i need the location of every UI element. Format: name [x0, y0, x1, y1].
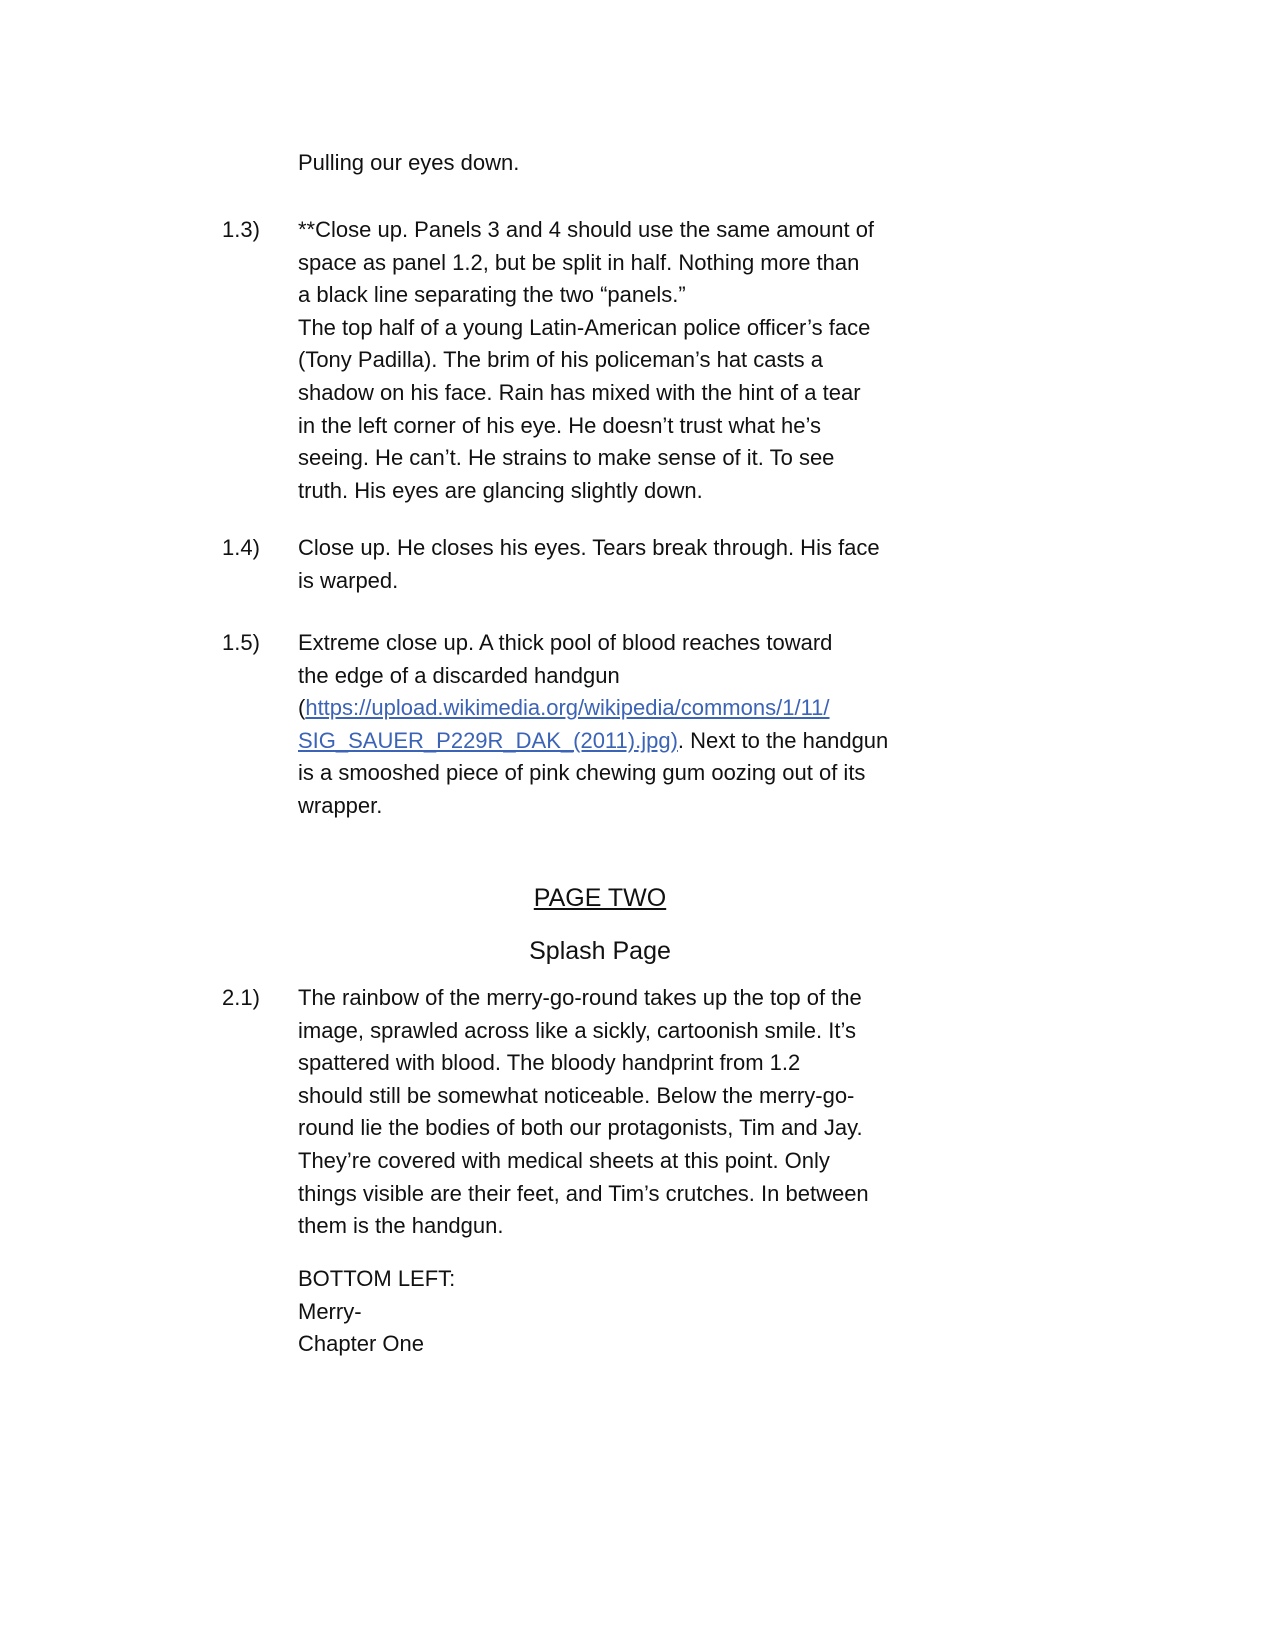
panel-line: the edge of a discarded handgun	[298, 662, 620, 688]
panel-line: should still be somewhat noticeable. Below the merry-go-	[298, 1082, 855, 1108]
panel-line: Extreme close up. A thick pool of blood reaches toward	[298, 630, 833, 655]
panel-line: round lie the bodies of both our protagonists, Tim and Jay.	[298, 1115, 863, 1141]
caption-line: Merry-	[298, 1298, 362, 1324]
panel-line: shadow on his face. Rain has mixed with the hint of a tear	[298, 379, 861, 405]
panel-number-1-4: 1.4)	[222, 535, 260, 560]
panel-line: The top half of a young Latin-American police officer’s face	[298, 314, 871, 340]
image-link-continued[interactable]: SIG_SAUER_P229R_DAK_(2011).jpg)	[298, 727, 678, 753]
panel-line: truth. His eyes are glancing slightly down.	[298, 477, 703, 503]
panel-line: The rainbow of the merry-go-round takes up the top of the	[298, 985, 862, 1010]
panel-description-1-5	[298, 627, 918, 823]
image-link[interactable]: https://upload.wikimedia.org/wikipedia/commons/1/11/	[305, 695, 830, 721]
panel-description-1-3	[298, 214, 918, 507]
panel-line: SIG_SAUER_P229R_DAK_(2011).jpg). Next to the handgun	[298, 727, 889, 753]
panel-line: space as panel 1.2, but be split in half. Nothing more than	[298, 249, 860, 275]
panel-number-1-3: 1.3)	[222, 217, 260, 242]
panel-line: spattered with blood. The bloody handprint from 1.2	[298, 1050, 801, 1076]
panel-line: them is the handgun.	[298, 1213, 504, 1239]
splash-page-heading: Splash Page	[529, 937, 671, 965]
panel-line: is warped.	[298, 567, 399, 593]
panel-line: in the left corner of his eye. He doesn’t trust what he’s	[298, 412, 821, 438]
page-two-heading: PAGE TWO	[533, 884, 667, 912]
caption-block	[298, 1263, 918, 1361]
panel-line: seeing. He can’t. He strains to make sense of it. To see	[298, 445, 835, 471]
panel-number-2-1: 2.1)	[222, 985, 260, 1010]
continuation-text: Pulling our eyes down.	[298, 150, 520, 175]
panel-description-1-4	[298, 532, 918, 597]
panel-line: things visible are their feet, and Tim’s crutches. In between	[298, 1180, 869, 1206]
panel-line: Close up. He closes his eyes. Tears break through. His face	[298, 535, 880, 560]
caption-line: Chapter One	[298, 1331, 424, 1357]
panel-line: (Tony Padilla). The brim of his policeman’s hat casts a	[298, 347, 823, 373]
panel-number-1-5: 1.5)	[222, 630, 260, 655]
panel-line: They’re covered with medical sheets at this point. Only	[298, 1147, 830, 1173]
panel-line: a black line separating the two “panels.”	[298, 282, 686, 308]
panel-line: **Close up. Panels 3 and 4 should use the same amount of	[298, 217, 875, 242]
caption-label: BOTTOM LEFT:	[298, 1266, 456, 1291]
panel-line: (https://upload.wikimedia.org/wikipedia/commons/1/11/	[298, 695, 830, 721]
panel-line: is a smooshed piece of pink chewing gum oozing out of its	[298, 760, 866, 786]
panel-line: image, sprawled across like a sickly, cartoonish smile. It’s	[298, 1017, 856, 1043]
panel-line: wrapper.	[298, 792, 383, 818]
panel-description-2-1	[298, 982, 918, 1243]
